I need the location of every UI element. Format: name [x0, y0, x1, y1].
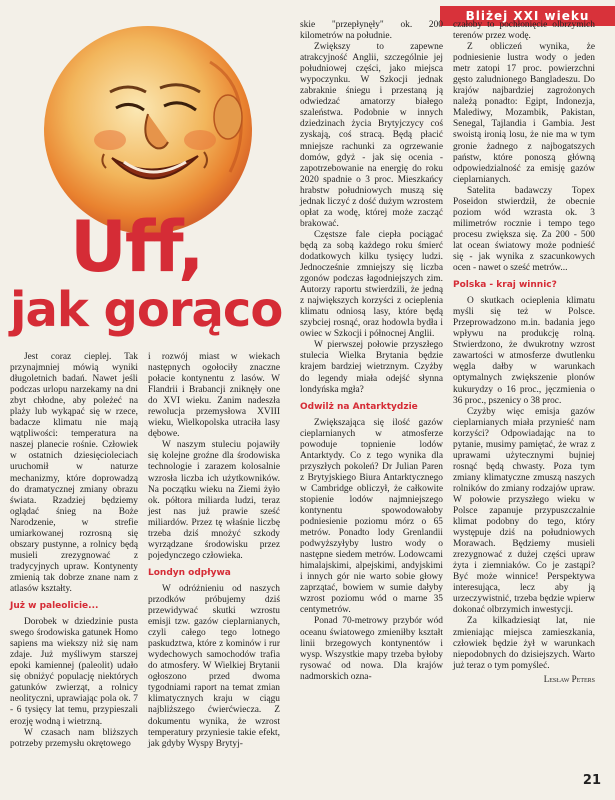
- paragraph: Dorobek w dziedzinie pusta swego środowiska gatunek Homo sapiens ma wiekszy niż się nam zdaje. Już myśliwym starszej epoki kamiennej (paleolit) udało się obniżyć populację niektórych gatunków zwierząt, a rolnicy neolityczni, uprawiając pola ok. 7 - 6 tysięcy lat temu, przypieszali erozję wodną i wietrzną.: [10, 617, 138, 727]
- paragraph: O skutkach ocieplenia klimatu myśli się też w Polsce. Przeprowadzono m.in. badania jego wpływu na produkcję rolną. Stwierdzono, że dwukrotny wzrost zawartości w atmosferze dwutlenku węgla dałby w warunkach optymalnych zwiększenie plonów kukurydzy o 16 proc., jęczmienia o 36 proc., pszenicy o 38 proc.: [453, 296, 595, 406]
- paragraph: Częstsze fale ciepła pociągać będą za sobą każdego roku śmierć dodatkowych kilku tysięcy ludzi. Jednocześnie zmniejszy się liczba zgonów podczas łagodniejszych zim. Autorzy raportu stwierdzili, że jedną z największych korzyści z ocieplenia klimatu odniosą lasy, które będą szybciej rosnąć, oraz hodowla bydła i owiec w Szkocji i północnej Anglii.: [300, 229, 443, 340]
- section-badge: Bliżej XXI wieku: [440, 6, 615, 26]
- paragraph: Z obliczeń wynika, że podniesienie lustra wody o jeden metr zatopi 17 proc. powierzchni gęsto zaludnionego Bangladeszu. Do krajów najbardziej zagrożonych należą ponadto: Egipt, Indonezja, Malediwy, Mozambik, Pakistan, Senegal, Tajlandia i Gambia. Jest swoistą ironią losu, że nie ma w tym gronie żadnego z najbogatszych państw, które ponoszą główną odpowiedzialność za emisję gazów cieplarnianych.: [453, 42, 595, 185]
- paragraph: Jest coraz cieplej. Tak przynajmniej mówią wyniki długoletnich badań. Nawet jeśli podczas urlopu narzekamy na dni zbyt chłodne, aby poleżeć na plaży lub wykąpać się w rzece, badacze klimatu nie mają wątpliwości: temperatura na naszej planecie rośnie. Człowiek w ostatnich dziesięcioleciach uruchomił w naturze mechanizmy, które doprowadzą do dramatycznej zmiany obrazu świata. Rzadziej będziemy oglądać śnieg na Boże Narodzenie, w strefie umiarkowanej rozrosną się obszary pustynne, a rolnicy będą musieli zrezygnować z tradycyjnych upraw. Kontynenty zmienią tak dobrze znane nam z atlasów kształty.: [10, 352, 138, 594]
- paragraph: W czasach nam bliższych potrzeby przemysłu okrętowego: [10, 727, 138, 749]
- paragraph: Zwiększy to zapewne atrakcyjność Anglii, szczególnie jej południowej części, jako miejsca wypoczynku. W Szkocji jednak zabraknie śniegu i przestaną ją odwiedzać amatorzy białego szaleństwa. Podobnie w innych dziedzinach życia Brytyjczycy coś zyskają, coś stracą. Będą płacić mniejsze rachunki za ogrzewanie domów, gdyż - jak się ocenia - zapotrzebowanie na energię do roku 2020 spadnie o 3 proc. Mieszkańcy hrabstw południowych muszą się jednak liczyć z dość dużym wzrostem opłat za wodę, której może zacząć brakować.: [300, 42, 443, 229]
- paragraph: Ponad 70-metrowy przybór wód oceanu światowego zmieniłby kształt linii brzegowych kontynentów i wysp. Wszystkie mapy trzeba byłoby rysować od nowa. Dla krajów nadmorskich ozna-: [300, 616, 443, 682]
- paragraph: W pierwszej połowie przyszłego stulecia Wielka Brytania będzie krajem bardziej wietrznym. Czyżby do legendy miała odejść słynna londyńska mgła?: [300, 340, 443, 395]
- paragraph: skie "przepłynęły" ok. 200 kilometrów na południe.: [300, 20, 443, 42]
- subheading: Odwilż na Antarktydzie: [300, 401, 418, 412]
- subheading: Polska - kraj winnic?: [453, 280, 557, 291]
- text-column-3: [300, 20, 443, 683]
- paragraph: i rozwój miast w wiekach następnych ogołociły znaczne połacie kontynentu z lasów. W Flandrii i Brabancji zniknęły one do XVI wieku. Zanim nadeszła rewolucja przemysłowa XVIII wieku, Wielkopolska utraciła lasy dębowe.: [148, 352, 280, 440]
- article-title-line-2: jak gorąco: [10, 282, 283, 338]
- paragraph: W odróżnieniu od naszych przodków próbujemy dziś przewidywać skutki wzrostu emisji tzw. gazów cieplarnianych, czyli całego tego lotnego paskudztwa, które z kominów i rur wydechowych samochodów trafia do atmosfery. W Wielkiej Brytanii ogłoszono przed dwoma tygodniami raport na temat zmian klimatycznych kraju w ciągu najbliższego ćwierćwiecza. Z dokumentu wynika, że wzrost temperatury przyniesie takie efekt, jak gdyby Wyspy Brytyj-: [148, 583, 280, 749]
- subheading: Londyn odpływa: [148, 567, 231, 578]
- author-byline: Lesław Peters: [543, 673, 595, 684]
- paragraph: W naszym stuleciu pojawiły się kolejne groźne dla środowiska technologie i zarazem kolosalnie wzrosła liczba ich użytkowników. Na początku wieku na Ziemi żyło ok. półtora miliarda ludzi, teraz jest nas już prawie sześć miliardów. Przez tę właśnie liczbę trzeba dziś mnożyć szkody wyrządzane środowisku przez pojedynczego człowieka.: [148, 440, 280, 561]
- page-number: 21: [582, 773, 601, 788]
- text-column-1: [10, 352, 138, 750]
- smiling-sun-illustration: [40, 22, 255, 237]
- text-column-2: [148, 352, 280, 750]
- paragraph: czałoby to pochłonięcie olbrzymich terenów przez wodę.: [453, 20, 595, 42]
- paragraph: Czyżby więc emisja gazów cieplarnianych miała przynieść nam korzyści? Odpowiadając na to pytanie, musimy pamiętać, że wraz z uprawami użytecznymi bujniej rosnąć będą chwasty. Poza tym zmiany klimatyczne zmuszą naszych rolników do zmiany rodzajów upraw. W połowie przyszłego wieku w Polsce zapanuje przypuszczalnie klimat podobny do tego, który występuje dziś na południowych Morawach. Będziemy musieli zrezygnować z dużej części upraw żyta i ziemniaków. Co je zastąpi? Być może winnice! Perspektywa interesująca, lecz aby ją urzeczywistnić, trzeba będzie wpierw dokonać olbrzymich inwestycji.: [453, 406, 595, 616]
- article-title-line-1: Uff,: [70, 206, 203, 288]
- paragraph: Satelita badawczy Topex Poseidon stwierdził, że obecnie poziom wód wzrasta ok. 3 milimetrów rocznie i tempo tego procesu zwiększa się. Za 200 - 500 lat ocean światowy może podnieść się - jak wynika z szacunkowych ocen - nawet o sześć metrów...: [453, 185, 595, 274]
- paragraph: Zwiększająca się ilość gazów cieplarnianych w atmosferze powoduje topnienie lodów Antarktydy. Co z tego wynika dla przyszłych pokoleń? Dr Julian Paren z Brytyjskiego Biura Antarktycznego w Cambridge obliczył, że całkowite stopienie lodów najmniejszego kontynentu spowodowałoby podniesienie poziomu mórz o 65 metrów. Ponadto lody Grenlandii podwyższyłyby lustro wody o następne siedem metrów. Lodowcami himalajskimi, alpejskimi, andyjskimi i innych gór nie warto sobie głowy zaprzątać, bowiem w sumie dałyby wzrost poziomu wód o marne 35 centymetrów.: [300, 417, 443, 616]
- sun-ear: [214, 95, 242, 139]
- text-column-4: [453, 20, 595, 685]
- paragraph: Za kilkadziesiąt lat, nie zmieniając miejsca zamieszkania, człowiek będzie żył w warunkach niepodobnych do dzisiejszych. Warto już teraz o tym pomyśleć.: [453, 616, 595, 671]
- subheading: Już w paleolicie...: [10, 601, 99, 612]
